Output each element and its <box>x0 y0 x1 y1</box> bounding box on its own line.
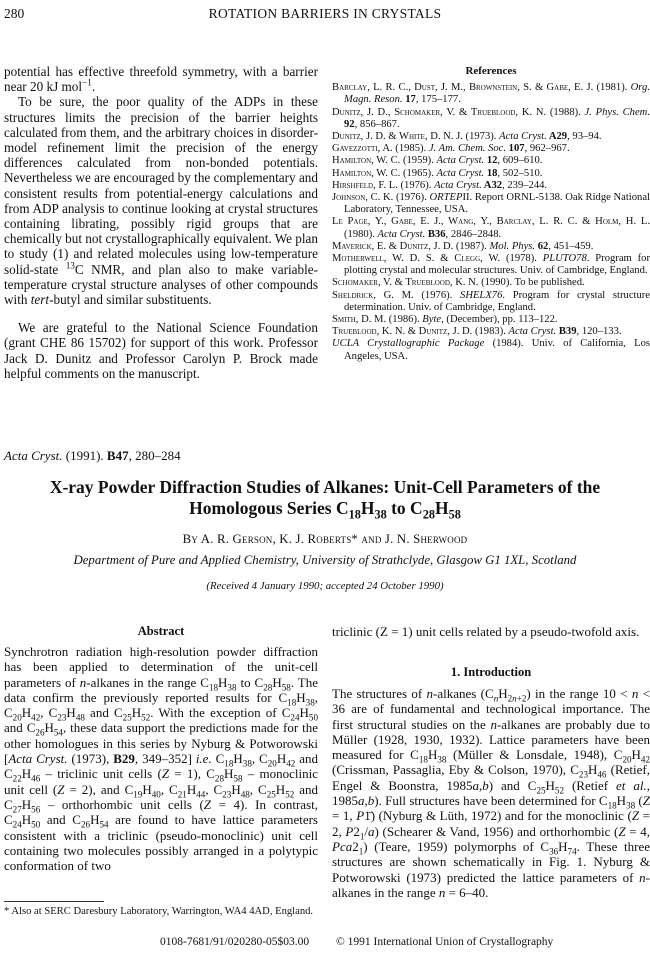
references-section <box>332 65 650 363</box>
abstract-heading: Abstract <box>137 624 185 638</box>
reference-item: Hamilton, W. C. (1959). Acta Cryst. 12, 609–610. <box>332 155 543 167</box>
reference-item: Dunitz, J. D. & White, D. N. J. (1973). Acta Cryst. A29, 93–94. <box>332 131 602 143</box>
abstract-continued: triclinic (Z = 1) unit cells related by a pseudo-twofold axis. <box>332 624 640 639</box>
reference-item: Hirshfeld, F. L. (1976). Acta Cryst. A32, 239–244. <box>332 179 548 191</box>
article-title: X-ray Powder Diffraction Studies of Alkanes: Unit-Cell Parameters of the Homologous Series $C_{18}H_{38}$ to $C_{28}H_{58}$ <box>49 477 601 522</box>
copyright: © 1991 International Union of Crystallography <box>336 936 554 948</box>
journal-citation: Acta Cryst. (1991). B47, 280–284 <box>4 448 181 463</box>
reference-item: Barclay, L. R. C., Dust, J. M., Brownstein, S. & Gabe, E. J. (1981). Org. Magn. Reson. 17, 175–177. <box>332 82 650 106</box>
reference-item: Trueblood, K. N. & Dunitz, J. D. (1983). Acta Cryst. B39, 120–133. <box>332 326 622 338</box>
reference-item: UCLA Crystallographic Package (1984). Univ. of California, Los Angeles, USA. <box>332 338 650 362</box>
reference-item: Johnson, C. K. (1976). ORTEPII. Report ORNL-5138. Oak Ridge National Laboratory, Tennessee, USA. <box>332 192 650 216</box>
article-code: 0108-7681/91/020280-05$03.00 <box>160 936 310 948</box>
introduction-heading: 1. Introduction <box>450 665 532 679</box>
prev-paragraph-2: To be sure, the poor quality of the ADPs in these structures limits the precision of the barrier heights calculated from them, and the arbitrary choices in disorder-model refinement limit the precision of the energy differences calculated from non-bonded potentials. Nevertheless we are encouraged by the complementary and consistent results from potential-energy calculations and from ADP analysis to continue looking at crystal structures containing librating, possibly rigid groups that are chemically but not crystallographically equivalent. We plan to study (1) and related molecules using low-temperature solid-state $^{13}$C NMR, and plan also to make variable-temperature crystal structure analyses of other compounds with tert-butyl and similar substituents. <box>4 94 318 308</box>
reference-item: Le Page, Y., Gabe, E. J., Wang, Y., Barclay, L. R. C. & Holm, H. L. (1980). Acta Cryst. B36, 2846–2848. <box>332 216 650 240</box>
reference-item: Sheldrick, G. M. (1976). SHELX76. Program for crystal structure determination. Univ. of Cambridge, England. <box>332 289 650 313</box>
affiliation: Department of Pure and Applied Chemistry, University of Strathclyde, Glasgow G1 1XL, Scotland <box>73 553 577 567</box>
page-number: 280 <box>4 6 25 21</box>
introduction-text: The structures of n-alkanes $(C_nH_{2n+2})$ in the range 10 < n < 36 are of fundamental and technological importance. The first structural studies on the n-alkanes are probably due to Müller (1928, 1930, 1932). Lattice parameters have been measured for $C_{18}H_{38}$ (Müller & Lonsdale, 1948), $C_{20}H_{42}$ (Crissman, Passaglia, Eby & Colson, 1970), $C_{23}H_{46}$ (Retief, Engel & Boonstra, 1985a,b) and $C_{25}H_{52}$ (Retief et al., 1985a,b). Full structures have been determined for $C_{18}H_{38}$ (Z = 1, P1̄) (Nyburg & Lüth, 1972) and for the monoclinic (Z = 2, $P2_1/a$) (Schearer & Vand, 1956) and orthorhombic (Z = 4, $Pca2_1$) (Teare, 1959) polymorphs of $C_{36}H_{74}$. These three structures are shown schematically in Fig. 1. Nyburg & Potworowski (1973) predicted the lattice parameters of n-alkanes in the range n = 6–40. <box>332 686 650 900</box>
footnote-rule <box>4 901 104 902</box>
previous-article-text <box>4 64 318 381</box>
abstract-text: Synchrotron radiation high-resolution powder diffraction has been applied to determination of the unit-cell parameters of n-alkanes in the range $C_{18}H_{38}$ to $C_{28}H_{58}$. The data confirm the previously reported results for $C_{18}H_{38}$, $C_{20}H_{42}$, $C_{23}H_{48}$ and $C_{25}H_{52}$. With the exception of $C_{24}H_{50}$ and $C_{26}H_{54}$, these data support the predictions made for the other homologues in this series by Nyburg & Potworowski [Acta Cryst. (1973), B29, 349–352] i.e. $C_{18}H_{38}$, $C_{20}H_{42}$ and $C_{22}H_{46}$ – triclinic unit cells (Z = 1), $C_{28}H_{58}$ – monoclinic unit cell (Z = 2), and $C_{19}H_{40}$, $C_{21}H_{44}$, $C_{23}H_{48}$, $C_{25}H_{52}$ and $C_{27}H_{56}$ – orthorhombic unit cells (Z = 4). In contrast, $C_{24}H_{50}$ and $C_{26}H_{54}$ are found to have lattice parameters consistent with a triclinic (pseudo-monoclinic) unit cell containing two molecules possibly arranged in a polytypic conformation of two <box>4 644 319 874</box>
prev-paragraph-1: potential has effective threefold symmetry, with a barrier near 20 kJ mol$^{-1}$. <box>4 64 318 95</box>
running-title: ROTATION BARRIERS IN CRYSTALS <box>208 6 442 21</box>
reference-item: Gavezzotti, A. (1985). J. Am. Chem. Soc. 107, 962–967. <box>332 143 570 155</box>
reference-item: Hamilton, W. C. (1965). Acta Cryst. 18, 502–510. <box>332 167 543 179</box>
reference-item: Schomaker, V. & Trueblood, K. N. (1990). To be published. <box>332 277 585 289</box>
reference-item: Smith, D. M. (1986). Byte, (December), pp. 113–122. <box>332 314 558 326</box>
received-dates: (Received 4 January 1990; accepted 24 October 1990) <box>206 580 444 592</box>
references-list <box>332 82 650 363</box>
acknowledgements: We are grateful to the National Science Foundation (grant CHE 86 15702) for support of this work. Professor Jack D. Dunitz and Professor Carolyn P. Brock made helpful comments on the manuscript. <box>4 320 318 381</box>
authors: By A. R. Gerson, K. J. Roberts* and J. N. Sherwood <box>182 532 468 546</box>
reference-item: Maverick, E. & Dunitz, J. D. (1987). Mol. Phys. 62, 451–459. <box>332 240 594 252</box>
reference-item: Motherwell, W. D. S. & Clegg, W. (1978). PLUTO78. Program for plotting crystal and molecular structures. Univ. of Cambridge, England. <box>332 253 650 277</box>
page-header <box>0 6 650 26</box>
references-title: References <box>465 65 517 77</box>
footnote: * Also at SERC Daresbury Laboratory, Warrington, WA4 4AD, England. <box>4 906 314 917</box>
reference-item: Dunitz, J. D., Schomaker, V. & Trueblood, K. N. (1988). J. Phys. Chem. 92, 856–867. <box>332 106 650 130</box>
